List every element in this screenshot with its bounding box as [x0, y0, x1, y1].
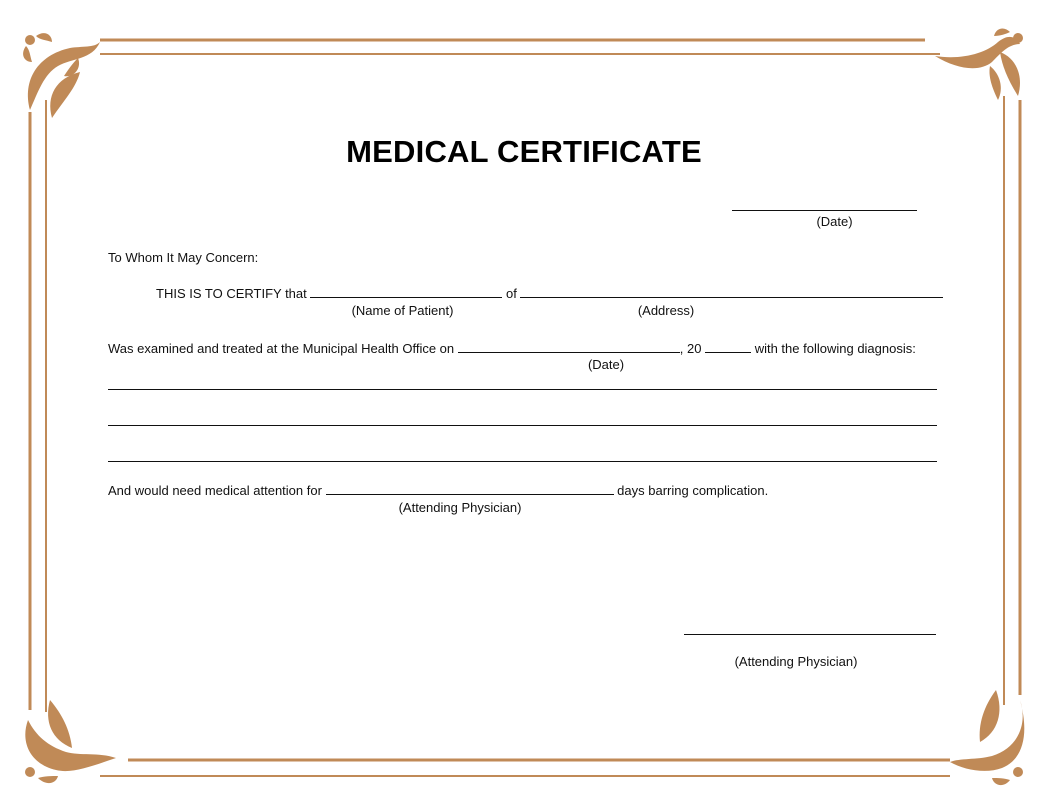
certify-line	[156, 285, 943, 302]
certify-of: of	[506, 286, 517, 301]
diagnosis-line[interactable]	[108, 425, 937, 426]
date-label: (Date)	[816, 214, 853, 229]
attention-suffix: days barring complication.	[617, 483, 769, 498]
certify-prefix: THIS IS TO CERTIFY that	[156, 286, 307, 301]
diagnosis-line[interactable]	[108, 389, 937, 390]
examined-line	[108, 340, 916, 357]
year-prefix: , 20	[679, 341, 702, 356]
year-blank[interactable]	[705, 340, 751, 353]
examined-prefix: Was examined and treated at the Municipal Health Office on	[108, 341, 455, 356]
patient-name-blank[interactable]	[310, 285, 502, 298]
physician-signature-line[interactable]	[684, 634, 936, 635]
attention-days-blank[interactable]	[326, 482, 614, 495]
corner-ornament-top-right	[935, 29, 1023, 100]
diagnosis-suffix: with the following diagnosis:	[754, 341, 916, 356]
address-blank[interactable]	[520, 285, 943, 298]
corner-ornament-bottom-right	[950, 690, 1024, 785]
salutation: To Whom It May Concern:	[108, 250, 259, 265]
attention-prefix: And would need medical attention for	[108, 483, 322, 498]
name-of-patient-label: (Name of Patient)	[351, 303, 454, 318]
exam-date-label: (Date)	[587, 357, 625, 372]
corner-ornament-bottom-left	[25, 700, 116, 783]
attention-line	[108, 482, 768, 499]
signature-physician-label: (Attending Physician)	[734, 654, 858, 669]
attention-physician-label: (Attending Physician)	[398, 500, 522, 515]
corner-ornament-top-left	[23, 33, 100, 118]
certificate-title: MEDICAL CERTIFICATE	[346, 134, 702, 169]
diagnosis-line[interactable]	[108, 461, 937, 462]
date-signature-line	[732, 210, 917, 211]
exam-date-blank[interactable]	[458, 340, 680, 353]
address-label: (Address)	[637, 303, 695, 318]
